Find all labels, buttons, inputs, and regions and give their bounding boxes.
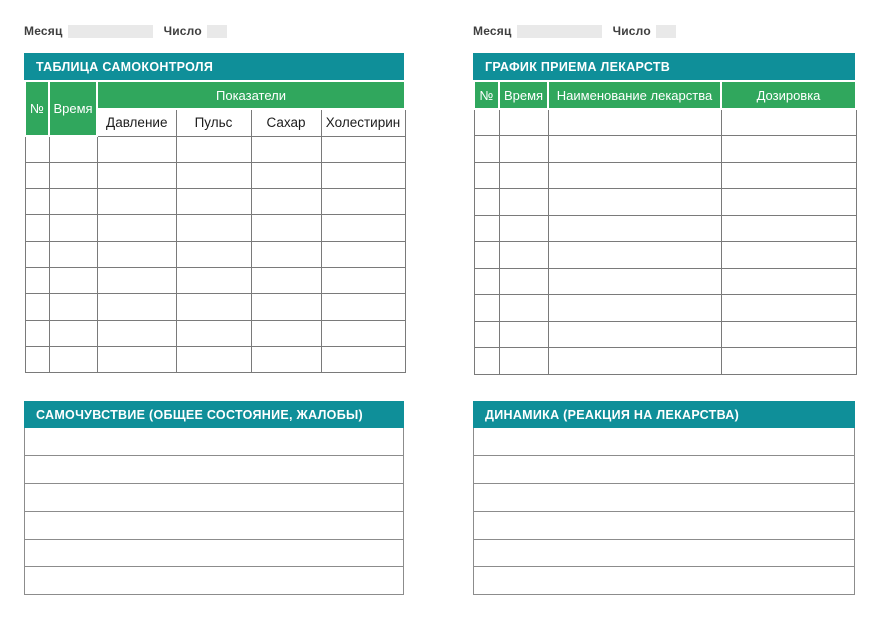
empty-cell: [548, 242, 721, 269]
empty-cell: [97, 215, 176, 241]
medication-table-title: ГРАФИК ПРИЕМА ЛЕКАРСТВ: [473, 53, 855, 80]
self-control-table-title: ТАБЛИЦА САМОКОНТРОЛЯ: [24, 53, 404, 80]
note-line: [474, 512, 854, 540]
col-header-time: Время: [499, 81, 548, 109]
table-row: [474, 109, 856, 136]
empty-cell: [251, 189, 321, 215]
empty-cell: [721, 109, 856, 136]
table-row: [474, 268, 856, 295]
table-row: [25, 267, 405, 293]
empty-cell: [49, 320, 97, 346]
empty-cell: [25, 136, 49, 162]
table-row: [25, 320, 405, 346]
table-row: [25, 136, 405, 162]
empty-cell: [251, 215, 321, 241]
empty-cell: [499, 268, 548, 295]
note-line: [25, 512, 403, 540]
empty-cell: [499, 162, 548, 189]
col-header-number: №: [474, 81, 499, 109]
day-label: Число: [163, 24, 202, 38]
col-header-dosage: Дозировка: [721, 81, 856, 109]
empty-cell: [721, 136, 856, 163]
empty-cell: [321, 241, 405, 267]
empty-cell: [97, 346, 176, 372]
table-row: [474, 162, 856, 189]
empty-cell: [176, 346, 251, 372]
col-header-number: №: [25, 81, 49, 136]
empty-cell: [474, 321, 499, 348]
empty-cell: [321, 267, 405, 293]
empty-cell: [25, 189, 49, 215]
empty-cell: [176, 320, 251, 346]
empty-cell: [721, 242, 856, 269]
empty-cell: [49, 346, 97, 372]
table-row: [474, 136, 856, 163]
medication-table: [473, 80, 857, 375]
dynamics-note-lines: [473, 428, 855, 595]
table-row: [474, 242, 856, 269]
self-control-table: [24, 80, 406, 373]
empty-cell: [548, 348, 721, 375]
note-line: [25, 484, 403, 512]
note-line: [25, 567, 403, 595]
empty-cell: [176, 215, 251, 241]
empty-cell: [548, 295, 721, 322]
empty-cell: [251, 320, 321, 346]
empty-cell: [321, 215, 405, 241]
empty-cell: [49, 162, 97, 188]
dynamics-notes-title: ДИНАМИКА (РЕАКЦИЯ НА ЛЕКАРСТВА): [473, 401, 855, 428]
empty-cell: [474, 215, 499, 242]
table-row: [25, 215, 405, 241]
empty-cell: [251, 162, 321, 188]
table-row: [25, 162, 405, 188]
empty-cell: [49, 241, 97, 267]
empty-cell: [721, 162, 856, 189]
empty-cell: [49, 215, 97, 241]
note-line: [474, 484, 854, 512]
empty-cell: [25, 215, 49, 241]
col-header-medication-name: Наименование лекарства: [548, 81, 721, 109]
table-row: [474, 215, 856, 242]
empty-cell: [548, 215, 721, 242]
wellbeing-note-lines: [24, 428, 404, 595]
empty-cell: [25, 162, 49, 188]
day-field[interactable]: [207, 25, 227, 38]
empty-cell: [321, 346, 405, 372]
table-row: [25, 346, 405, 372]
empty-cell: [721, 295, 856, 322]
table-row: [474, 321, 856, 348]
empty-cell: [25, 241, 49, 267]
empty-cell: [49, 294, 97, 320]
table-row: [25, 294, 405, 320]
table-row: [474, 189, 856, 216]
empty-cell: [97, 136, 176, 162]
empty-cell: [49, 189, 97, 215]
empty-cell: [474, 189, 499, 216]
empty-cell: [97, 294, 176, 320]
wellbeing-notes-section: [24, 401, 404, 595]
empty-cell: [499, 295, 548, 322]
empty-cell: [721, 215, 856, 242]
empty-cell: [548, 189, 721, 216]
empty-cell: [321, 294, 405, 320]
month-label: Месяц: [24, 24, 63, 38]
empty-cell: [97, 320, 176, 346]
col-header-pulse: Пульс: [176, 109, 251, 136]
empty-cell: [321, 136, 405, 162]
empty-cell: [474, 348, 499, 375]
empty-cell: [97, 162, 176, 188]
month-field[interactable]: [517, 25, 602, 38]
empty-cell: [499, 348, 548, 375]
empty-cell: [499, 215, 548, 242]
col-header-sugar: Сахар: [251, 109, 321, 136]
empty-cell: [721, 348, 856, 375]
empty-cell: [176, 136, 251, 162]
empty-cell: [721, 321, 856, 348]
empty-cell: [176, 267, 251, 293]
month-label: Месяц: [473, 24, 512, 38]
empty-cell: [499, 109, 548, 136]
empty-cell: [176, 294, 251, 320]
empty-cell: [176, 162, 251, 188]
empty-cell: [251, 241, 321, 267]
empty-cell: [176, 189, 251, 215]
note-line: [25, 428, 403, 456]
date-meta-row: [24, 23, 227, 39]
empty-cell: [25, 294, 49, 320]
medication-panel: [473, 0, 855, 624]
empty-cell: [49, 267, 97, 293]
empty-cell: [474, 136, 499, 163]
empty-cell: [499, 321, 548, 348]
empty-cell: [474, 295, 499, 322]
empty-cell: [548, 162, 721, 189]
note-line: [474, 540, 854, 568]
day-label: Число: [612, 24, 651, 38]
empty-cell: [321, 189, 405, 215]
empty-cell: [321, 162, 405, 188]
empty-cell: [97, 267, 176, 293]
date-meta-row: [473, 23, 676, 39]
note-line: [474, 428, 854, 456]
empty-cell: [548, 321, 721, 348]
table-row: [25, 241, 405, 267]
month-field[interactable]: [68, 25, 153, 38]
table-row: [25, 189, 405, 215]
col-header-pressure: Давление: [97, 109, 176, 136]
empty-cell: [251, 267, 321, 293]
empty-cell: [49, 136, 97, 162]
empty-cell: [548, 109, 721, 136]
col-header-indicators: Показатели: [97, 81, 405, 109]
empty-cell: [321, 320, 405, 346]
col-header-cholesterol: Холестирин: [321, 109, 405, 136]
table-row: [474, 348, 856, 375]
empty-cell: [474, 109, 499, 136]
wellbeing-notes-title: САМОЧУВСТВИЕ (ОБЩЕЕ СОСТОЯНИЕ, ЖАЛОБЫ): [24, 401, 404, 428]
note-line: [474, 567, 854, 595]
empty-cell: [721, 268, 856, 295]
empty-cell: [548, 136, 721, 163]
note-line: [474, 456, 854, 484]
empty-cell: [548, 268, 721, 295]
empty-cell: [251, 294, 321, 320]
day-field[interactable]: [656, 25, 676, 38]
empty-cell: [25, 346, 49, 372]
empty-cell: [721, 189, 856, 216]
empty-cell: [25, 320, 49, 346]
dynamics-notes-section: [473, 401, 855, 595]
empty-cell: [25, 267, 49, 293]
empty-cell: [499, 136, 548, 163]
empty-cell: [97, 189, 176, 215]
col-header-time: Время: [49, 81, 97, 136]
table-row: [474, 295, 856, 322]
note-line: [25, 540, 403, 568]
empty-cell: [251, 136, 321, 162]
empty-cell: [474, 162, 499, 189]
empty-cell: [499, 242, 548, 269]
self-control-panel: [24, 0, 404, 624]
empty-cell: [176, 241, 251, 267]
empty-cell: [474, 268, 499, 295]
empty-cell: [499, 189, 548, 216]
empty-cell: [97, 241, 176, 267]
empty-cell: [474, 242, 499, 269]
medication-table-section: [473, 53, 855, 375]
note-line: [25, 456, 403, 484]
empty-cell: [251, 346, 321, 372]
self-control-table-section: [24, 53, 404, 373]
